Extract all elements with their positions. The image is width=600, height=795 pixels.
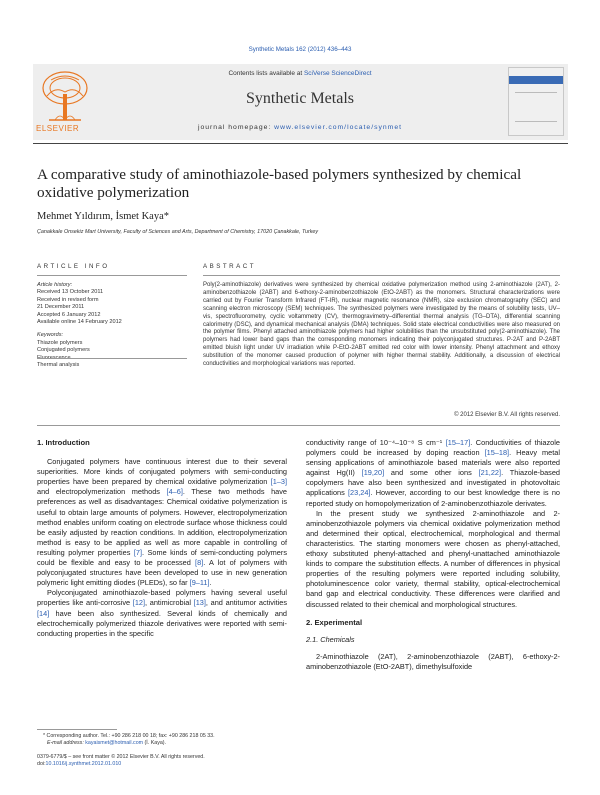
paragraph: In the present study we synthesized 2-aminothiazole and 2-aminobenzothiazole polymers via chemical oxidative polymerization method and determined their optical, electrochemical, morphological and thermal characteristics. The starting monomers were chosen as phenyl-attached, ethoxy substituted phenyl-attached and phenyl-unattached aminothiazole kinds to compare the substitution effects. A number of differences in physical properties of the resulting polymers were reported including solubility, photoluminescence color variety, thermal stability, optical-electrochemical band gap and electrical conductivity. These differences were clarified and discussed related to their chemical and morphological structures. — [306, 508, 560, 609]
cover-title-bar — [509, 76, 563, 84]
citation-link[interactable]: [19,20] — [361, 468, 385, 478]
citation-link[interactable]: [15–17] — [445, 438, 471, 447]
citation-link[interactable]: [14] — [37, 608, 50, 618]
abstract-heading: ABSTRACT — [203, 263, 257, 270]
citation-link[interactable]: [21,22] — [478, 468, 502, 478]
author-affiliation: Çanakkale Onsekiz Mart University, Faculty of Sciences and Arts, Department of Chemistry, 17020 Çanakkale, Turkey — [37, 229, 319, 235]
keywords-label: Keywords: — [37, 332, 64, 339]
publisher-name: ELSEVIER — [36, 124, 80, 133]
paragraph: Conjugated polymers have continuous interest due to their several superiorities. More kinds of conjugated polymers with semi-conducting properties have been prepared by chemical oxidative polymerization [1–3] and electropolymerization methods [4–6]. These two methods have preferences as well as disadvantages: Chemical oxidative polymerization is useful to obtain large amounts of polymers. However, electropolymerization method enables uniform coating on electrode surface whose thickness could be easily adjusted by reaction conditions. In addition, electropolymerization method is easy to be applied as well as more capable in controlling of resulting polymer properties [7]. Some kinds of semi-conducting polymers could be flexible and easy to be processed [8]. A lot of polymers with polyconjugated structures have been developed to use in new generation polymeric light emitting diodes (PLEDs), so far [9–11]. — [37, 457, 287, 588]
citation-link[interactable]: [4–6] — [166, 487, 183, 497]
subsection-heading-chemicals: 2.1. Chemicals — [306, 634, 355, 644]
sciencedirect-link[interactable]: SciVerse ScienceDirect — [303, 70, 372, 77]
history-item: Received 13 October 2011 — [37, 289, 104, 296]
keyword-item: Thiazole polymers — [37, 339, 83, 346]
footnote-corresponding: * Corresponding author. Tel.: +90 286 218 00 18; fax: +90 286 218 05 33. E-mail address: kayaismet@hotmail.com (İ. Kaya). — [43, 733, 215, 746]
history-item: 21 December 2011 — [37, 304, 85, 311]
history-label: Article history: — [37, 282, 73, 288]
copyright-notice: © 2012 Elsevier B.V. All rights reserved. — [454, 412, 560, 418]
citation-link[interactable]: [23,24] — [348, 488, 371, 498]
footnote-issn: 0379-6779/$ – see front matter © 2012 Elsevier B.V. All rights reserved. doi:10.1016/j.synthmet.2012.01.010 — [37, 754, 205, 767]
citation-link[interactable]: [12] — [132, 598, 146, 608]
journal-homepage: journal homepage: www.elsevier.com/locate/synmet — [197, 124, 403, 131]
citation-link[interactable]: [13] — [193, 598, 206, 608]
citation-link[interactable]: [15–18] — [484, 448, 510, 458]
article-title: A comparative study of aminothiazole-based polymers synthesized by chemical oxidative polymerization — [37, 166, 522, 201]
author-email-link[interactable]: kayaismet@hotmail.com — [85, 740, 144, 746]
header-rule — [33, 143, 568, 144]
doi-link[interactable]: 10.1016/j.synthmet.2012.01.010 — [45, 761, 122, 767]
citation-link[interactable]: [1–3] — [270, 477, 287, 487]
section-heading-experimental: 2. Experimental — [306, 617, 363, 627]
info-rule-top — [37, 275, 187, 276]
history-item: Received in revised form — [37, 296, 99, 303]
paragraph: 2-Aminothiazole (2AT), 2-aminobenzothiazole (2ABT), 6-ethoxy-2-aminobenzothiazole (EtO-2ABT), dimethylsulfoxide — [306, 651, 560, 671]
abstract-rule-bottom — [37, 425, 560, 426]
contents-availability: Contents lists available at SciVerse ScienceDirect — [228, 70, 372, 77]
article-info-panel — [37, 282, 167, 369]
article-authors: Mehmet Yıldırım, İsmet Kaya* — [37, 211, 169, 222]
citation-link[interactable]: [9–11] — [189, 578, 210, 588]
keyword-item: Conjugated polymers — [37, 347, 90, 354]
journal-cover-thumbnail — [508, 67, 564, 136]
journal-homepage-link[interactable]: www.elsevier.com/locate/synmet — [274, 124, 403, 131]
section-heading-introduction: 1. Introduction — [37, 438, 90, 447]
history-item: Available online 14 February 2012 — [37, 319, 122, 326]
article-info-heading: ARTICLE INFO — [37, 263, 110, 270]
keyword-item: Thermal analysis — [37, 362, 80, 369]
journal-reference[interactable]: Synthetic Metals 162 (2012) 436–443 — [248, 46, 352, 53]
journal-title: Synthetic Metals — [246, 90, 354, 107]
cover-decoration — [515, 92, 557, 122]
footnote-rule — [37, 729, 117, 730]
paragraph: conductivity range of 10⁻⁴–10⁻⁸ S cm⁻¹ [15–17]. Conductivities of thiazole polymers could be increased by doping reaction [15–18]. Heavy metal sensing applications of aminothiazole based materials were also reported against Hg(II) [19,20] and some other ions [21,22]. Thiazole-based copolymers have also been synthesized and investigated in photovoltaic applications [23,24]. However, according to our best knowledge there is no reported study on homopolymerization of 2-aminobenzothiazole derivates. — [306, 438, 560, 508]
history-item: Accepted 6 January 2012 — [37, 311, 101, 318]
right-column — [306, 438, 560, 672]
abstract-rule-top — [203, 275, 560, 276]
keyword-item: Fluorescence — [37, 354, 71, 361]
info-rule-bottom — [37, 358, 187, 359]
left-column — [37, 438, 287, 639]
abstract-text: Poly(2-aminothiazole) derivatives were synthesized by chemical oxidative polymerization method using 2-aminothiazole (2AT), 2-aminobenzothiazole (2ABT) and 6-ethoxy-2-aminobenzothiazole (EtO-2ABT) as the monomers. Structural characterizations were carried out by Fourier Transform Infrared (FT-IR), nuclear magnetic resonance (NMR), size exclusion chromatography (SEC) and scanning electron microscopy (SEM) techniques. The synthesized polymers were investigated by the means of solubility tests, UV–vis, spectrofluorometry, cyclic voltammetry (CV), thermogravimetry–differential thermal analysis (TG–DTA), differential scanning calorimetry (DSC), and dynamical mechanical analysis (DMA) techniques. Solid state electrical conductivities were also measured on the polymer films. Phenyl attached aminothiazole polymers had higher solubilities than the unsubstituted poly(2-aminothiazole). The polymers had lower band gaps than the corresponding monomers indicating their polyconjugated structures. P-2AT and P-2ABT emitted bluish light under UV irradiation while P-EtO-2ABT emitted red color with lower intensity. Phenyl attachment and ethoxy substitution of the monomer caused production of polymer with higher thermal stability. Additionally, a discussion of electrical conductivities and morphological variations was reported. — [203, 282, 560, 368]
paragraph: Polyconjugated aminothiazole-based polymers having several useful properties like anti-corrosive [12], antimicrobial [13], and antitumor activities [14] have been also synthesized. Several kinds of chemically and electrochemically polymerized thiazole derivatives were reported with semi-conducting properties in the specific — [37, 588, 288, 638]
citation-link[interactable]: [7] — [133, 547, 143, 557]
citation-link[interactable]: [8] — [195, 558, 204, 568]
